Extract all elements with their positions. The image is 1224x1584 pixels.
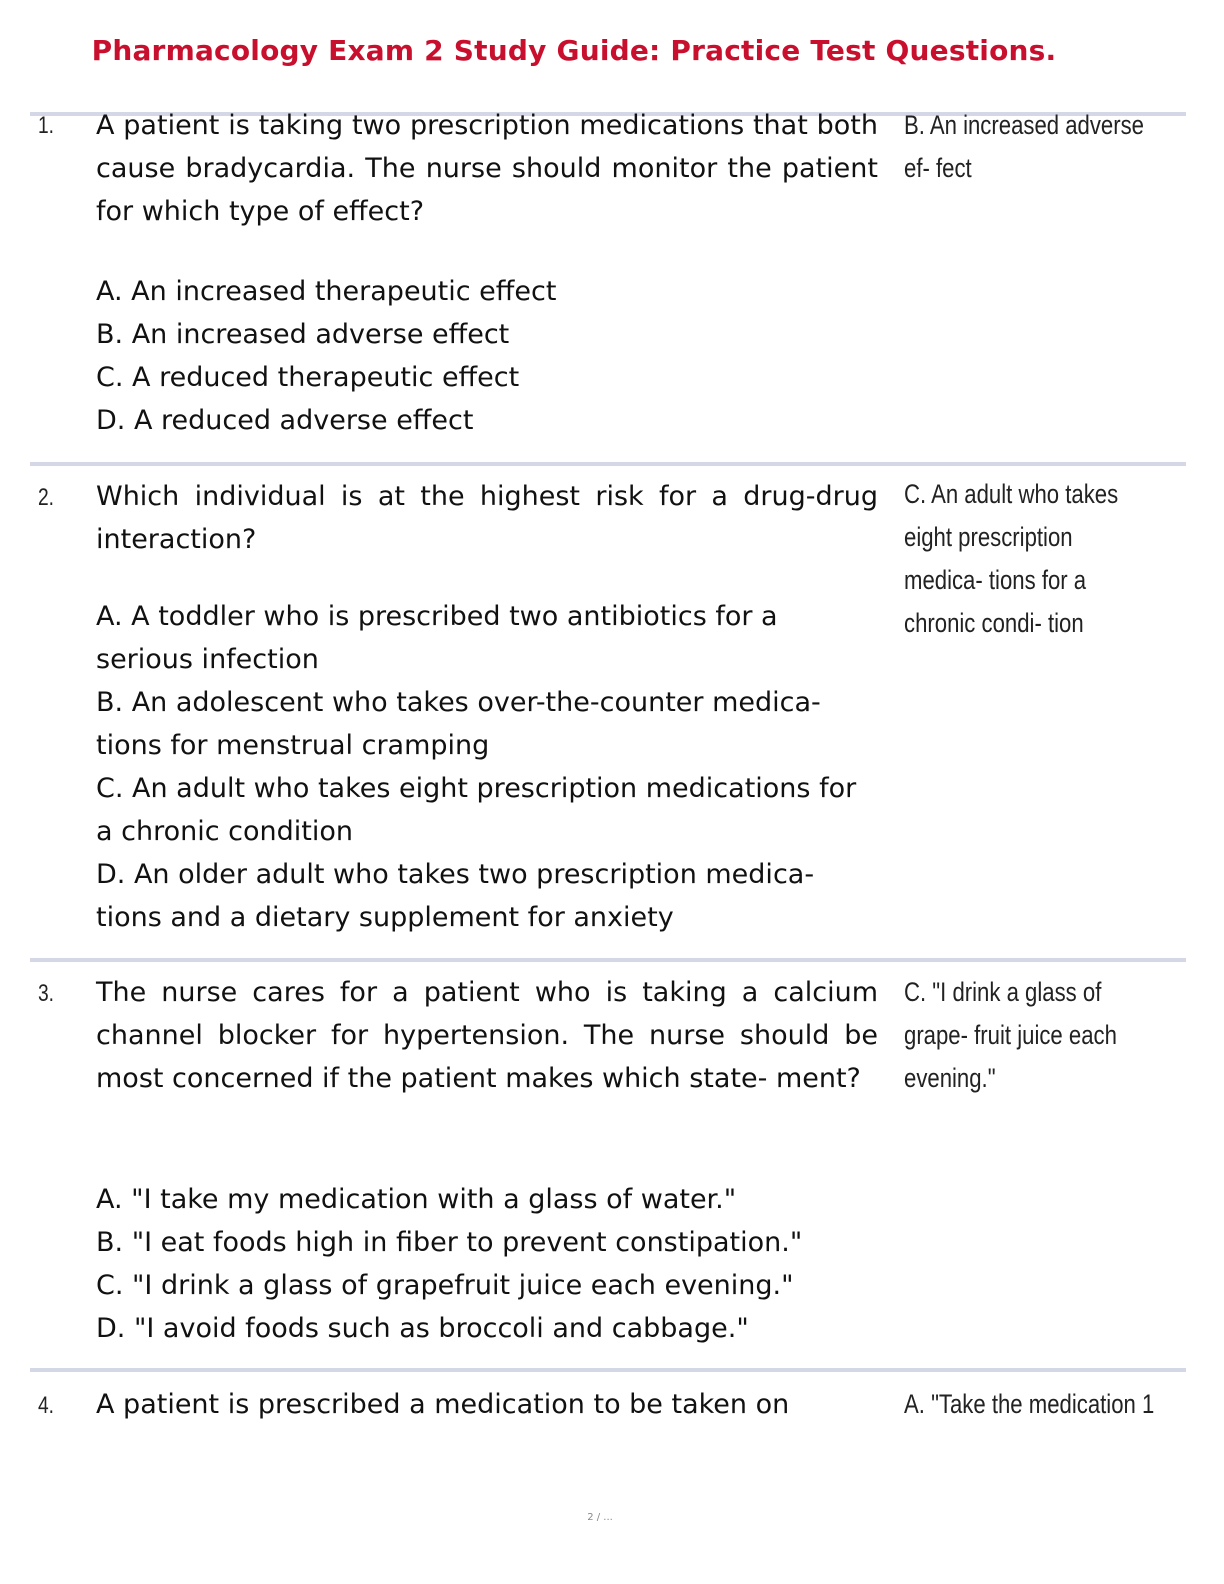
question-stem: A patient is prescribed a medication to be taken on <box>96 1389 790 1420</box>
question-stem: A patient is taking two prescription medications that both cause bradycardia. The nurse should monitor the patient for which type of effect? <box>96 110 878 227</box>
question-stem: Which individual is at the highest risk for a drug-drug interaction? <box>96 481 878 555</box>
divider <box>30 462 1186 466</box>
question-stem: The nurse cares for a patient who is taking a calcium channel blocker for hypertension. The nurse should be most concerned if the patient makes which state- ment? <box>96 977 878 1094</box>
answer: A. "Take the medication 1 <box>904 1389 1155 1419</box>
option: A. "I take my medication with a glass of water." <box>96 1184 737 1215</box>
option: C. An adult who takes eight prescription medications for a chronic condition <box>96 773 857 847</box>
page-number: 2 / ... <box>587 1512 613 1523</box>
option: C. "I drink a glass of grapefruit juice each evening." <box>96 1270 794 1301</box>
option: D. "I avoid foods such as broccoli and cabbage." <box>96 1313 749 1344</box>
answer: C. "I drink a glass of grape- fruit juice each evening." <box>904 977 1117 1093</box>
option: D. An older adult who takes two prescription medica- tions and a dietary supplement for anxiety <box>96 859 815 933</box>
option: D. A reduced adverse effect <box>96 405 474 436</box>
question-number: 3. <box>38 980 55 1007</box>
answer: B. An increased adverse ef- fect <box>904 110 1145 183</box>
option: A. An increased therapeutic effect <box>96 276 557 307</box>
question-number: 4. <box>38 1392 55 1419</box>
answer: C. An adult who takes eight prescription medica- tions for a chronic condi- tion <box>904 479 1119 638</box>
option: B. "I eat foods high in fiber to prevent constipation." <box>96 1227 803 1258</box>
option: C. A reduced therapeutic effect <box>96 362 520 393</box>
question-number: 2. <box>38 484 55 511</box>
option: A. A toddler who is prescribed two antibiotics for a serious infection <box>96 601 778 675</box>
page-title: Pharmacology Exam 2 Study Guide: Practice Test Questions. <box>91 34 1057 67</box>
option: B. An adolescent who takes over-the-counter medica- tions for menstrual cramping <box>96 687 821 761</box>
option-list <box>96 595 866 939</box>
divider <box>30 1368 1186 1372</box>
option-list <box>96 270 866 442</box>
option-list <box>96 1178 886 1350</box>
option: B. An increased adverse effect <box>96 319 510 350</box>
question-number: 1. <box>38 112 55 139</box>
divider <box>30 958 1186 962</box>
